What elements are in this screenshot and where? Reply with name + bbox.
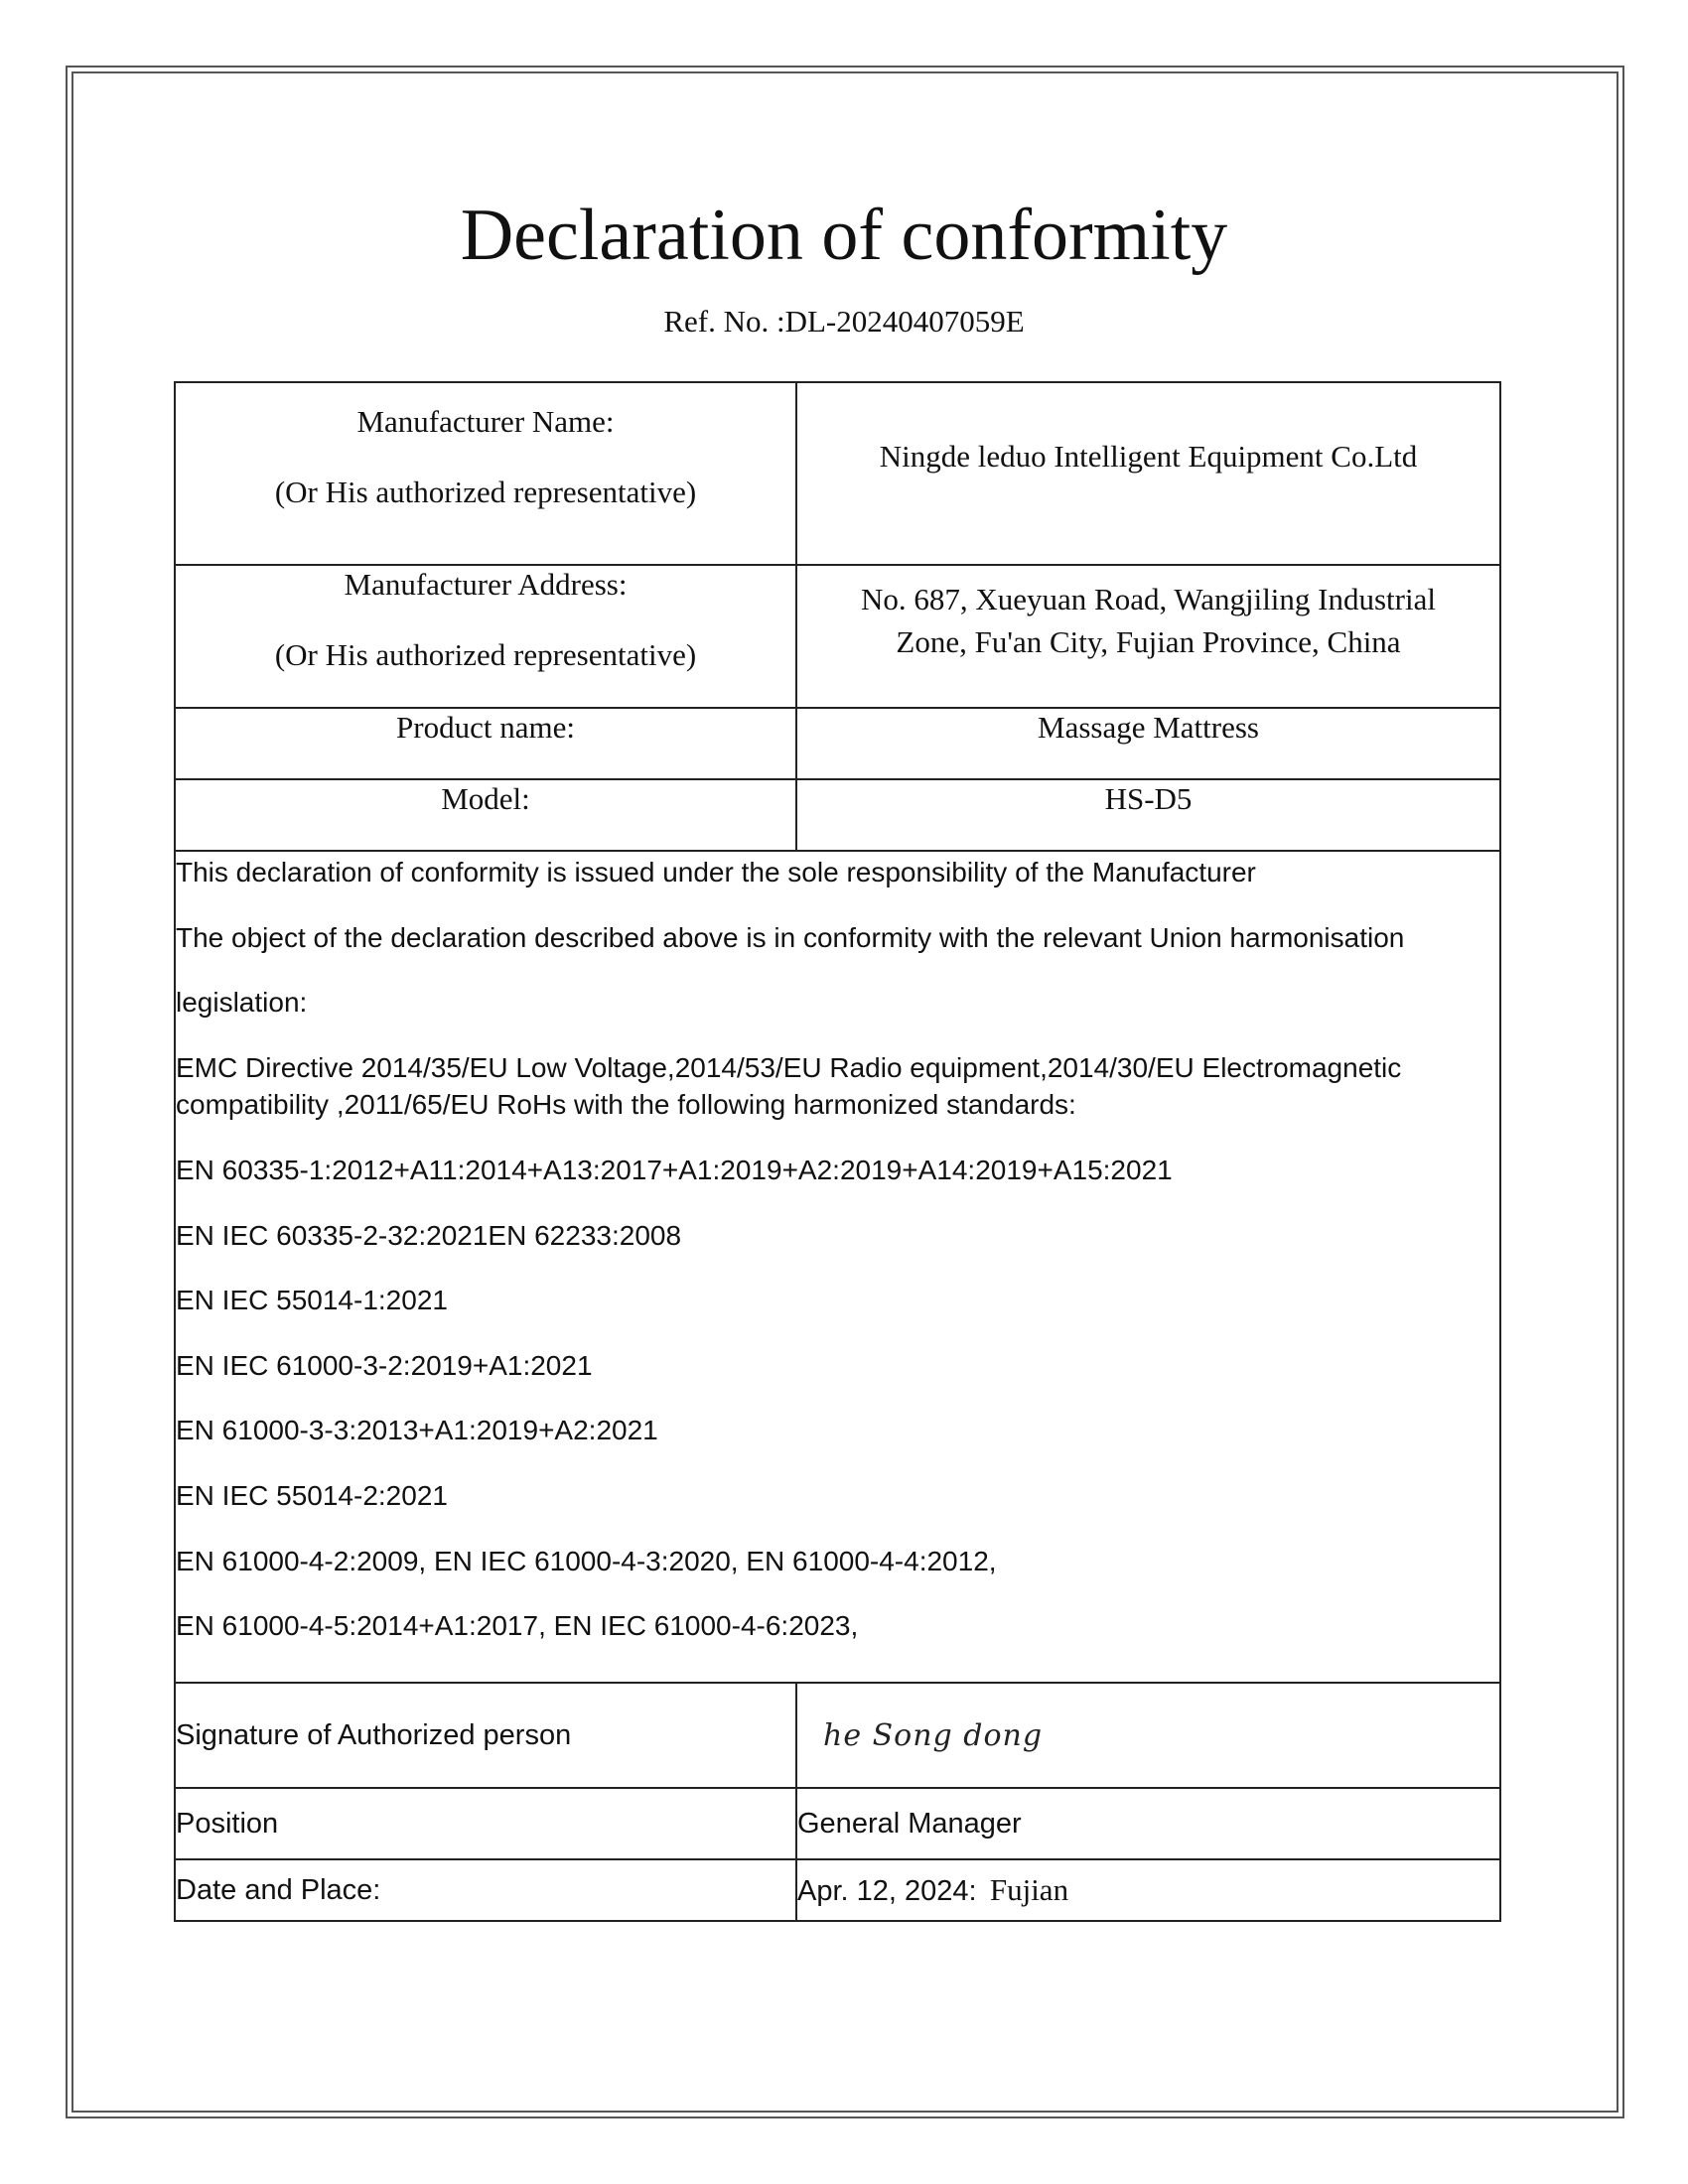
model-value: HS-D5 xyxy=(1104,781,1193,816)
product-name-value-cell xyxy=(796,708,1500,779)
table-row-manufacturer-address xyxy=(175,565,1500,708)
declaration-line-1: This declaration of conformity is issued under the sole responsibility of the Manufacturer xyxy=(176,857,1256,887)
model-label-cell xyxy=(175,779,796,851)
date-value-cell xyxy=(796,1859,1500,1921)
product-name-value: Massage Mattress xyxy=(1038,710,1259,745)
manufacturer-address-value-cell xyxy=(796,565,1500,708)
reference-number xyxy=(0,304,1688,340)
signature-value-cell xyxy=(796,1683,1500,1788)
place-value: Fujian xyxy=(989,1872,1069,1907)
manufacturer-address-line1: No. 687, Xueyuan Road, Wangjiling Industrial xyxy=(861,582,1436,616)
table-row-signature xyxy=(175,1683,1500,1788)
position-label-cell xyxy=(175,1788,796,1859)
table-row-manufacturer-name xyxy=(175,382,1500,565)
date-value: Apr. 12, 2024: xyxy=(797,1875,977,1907)
position-label: Position xyxy=(176,1807,279,1840)
standard-item: EN 60335-1:2012+A11:2014+A13:2017+A1:2019+A2:2019+A14:2019+A15:2021 xyxy=(176,1154,1173,1185)
standard-item: EN 61000-4-5:2014+A1:2017, EN IEC 61000-4-6:2023, xyxy=(176,1610,859,1642)
declaration-cell xyxy=(175,851,1500,1683)
manufacturer-address-label: Manufacturer Address: xyxy=(344,567,628,602)
manufacturer-address-line2: Zone, Fu'an City, Fujian Province, China xyxy=(896,624,1401,660)
position-value-cell xyxy=(796,1788,1500,1859)
document-title: Declaration of conformity xyxy=(460,195,1228,276)
manufacturer-name-sublabel: (Or His authorized representative) xyxy=(274,475,697,510)
standard-item: EN IEC 55014-2:2021 xyxy=(176,1479,448,1511)
reference-value: DL-20240407059E xyxy=(784,304,1025,339)
manufacturer-name-label: Manufacturer Name: xyxy=(356,404,615,439)
declaration-line-3: legislation: xyxy=(176,987,308,1019)
reference-label: Ref. No. : xyxy=(663,304,785,339)
standard-item: EN 61000-3-3:2013+A1:2019+A2:2021 xyxy=(176,1415,658,1446)
standard-item: EN IEC 61000-3-2:2019+A1:2021 xyxy=(176,1349,593,1381)
position-value: General Manager xyxy=(797,1807,1022,1840)
product-name-label-cell xyxy=(175,708,796,779)
manufacturer-name-value: Ningde leduo Intelligent Equipment Co.Ltd xyxy=(879,439,1418,474)
model-value-cell xyxy=(796,779,1500,851)
manufacturer-name-value-cell xyxy=(796,382,1500,565)
signature-label-cell xyxy=(175,1683,796,1788)
table-row-declaration xyxy=(175,851,1500,1683)
table-row-position xyxy=(175,1788,1500,1859)
table-row-date-place xyxy=(175,1859,1500,1921)
declaration-table xyxy=(174,381,1501,1922)
directives-line-2: compatibility ,2011/65/EU RoHs with the following harmonized standards: xyxy=(176,1089,1076,1121)
standard-item: EN IEC 60335-2-32:2021EN 62233:2008 xyxy=(176,1219,682,1251)
standard-item: EN 61000-4-2:2009, EN IEC 61000-4-3:2020, EN 61000-4-4:2012, xyxy=(176,1545,997,1576)
table-row-model xyxy=(175,779,1500,851)
product-name-label: Product name: xyxy=(396,710,575,745)
signature-label: Signature of Authorized person xyxy=(176,1718,572,1751)
manufacturer-name-label-cell xyxy=(175,382,796,565)
date-place-label: Date and Place: xyxy=(176,1873,381,1906)
model-label: Model: xyxy=(441,781,530,816)
table-row-product-name xyxy=(175,708,1500,779)
date-label-cell xyxy=(175,1859,796,1921)
manufacturer-address-label-cell xyxy=(175,565,796,708)
declaration-line-2: The object of the declaration described above is in conformity with the relevant Union harmonisation xyxy=(176,921,1405,953)
manufacturer-address-sublabel: (Or His authorized representative) xyxy=(274,637,697,673)
directives-line-1: EMC Directive 2014/35/EU Low Voltage,2014/53/EU Radio equipment,2014/30/EU Electromagnetic xyxy=(176,1051,1402,1083)
handwritten-signature: he Song dong xyxy=(823,1717,1044,1753)
standard-item: EN IEC 55014-1:2021 xyxy=(176,1285,448,1316)
